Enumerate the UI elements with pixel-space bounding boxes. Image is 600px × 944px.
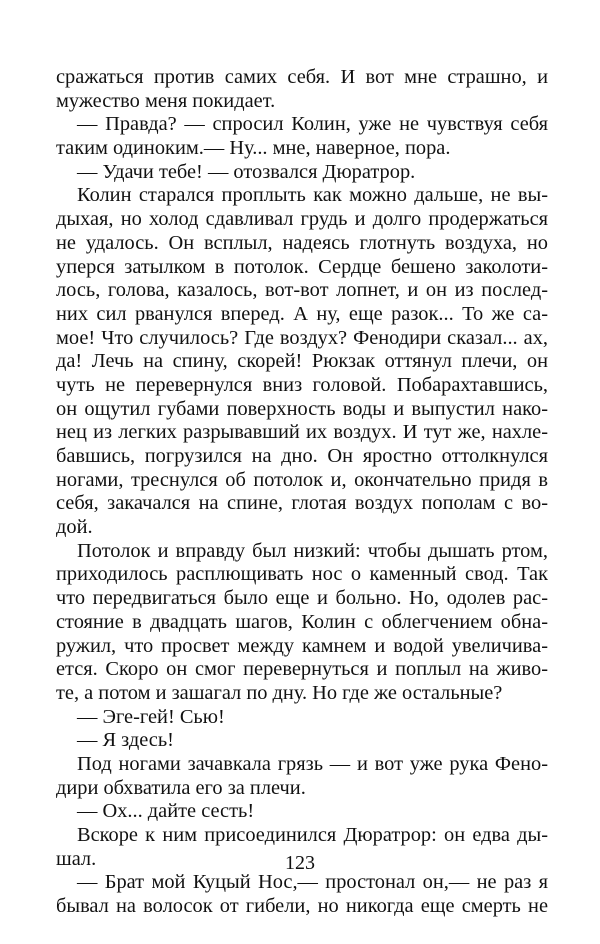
text-line: что передвигаться было еще и больно. Но, одолев рас- bbox=[56, 587, 548, 610]
text-line: бавшись, погрузился на дно. Он яростно оттолкнулся bbox=[56, 445, 548, 467]
text-line: дыхая, но холод сдавливал грудь и долго продержаться bbox=[56, 208, 548, 231]
text-line: приходилось расплющивать нос о каменный свод. Так bbox=[56, 563, 548, 586]
text-line: мое! Что случилось? Где воздух? Фенодири сказал... ах, bbox=[56, 326, 548, 349]
text-line: Колин старался проплыть как можно дальше, не вы- bbox=[77, 184, 548, 207]
text-line: — Ох... дайте сесть! bbox=[77, 800, 255, 823]
text-line: дири обхватила его за плечи. bbox=[56, 776, 306, 799]
text-line: ружил, что просвет между камнем и водой увеличива- bbox=[56, 634, 548, 657]
text-line: уперся затылком в потолок. Сердце бешено заколоти- bbox=[56, 255, 548, 278]
page-number: 123 bbox=[285, 852, 315, 874]
text-line: Потолок и вправду был низкий: чтобы дышать ртом, bbox=[77, 539, 548, 562]
text-line: — Удачи тебе! — отозвался Дюратрор. bbox=[77, 160, 416, 183]
text-line: сражаться против самих себя. И вот мне страшно, и bbox=[56, 66, 548, 88]
text-line: — Правда? — спросил Колин, уже не чувствуя себя bbox=[77, 113, 548, 136]
text-line: Вскоре к ним присоединился Дюратрор: он едва ды- bbox=[77, 824, 548, 846]
text-line: не удалось. Он всплыл, надеясь глотнуть воздуха, но bbox=[56, 231, 548, 254]
text-line: них сил рванулся вперед. А ну, еще разок... То же са- bbox=[56, 302, 548, 325]
text-line: чуть не перевернулся вниз головой. Побарахтавшись, bbox=[56, 373, 548, 396]
text-line: — Эге-гей! Сью! bbox=[77, 705, 225, 728]
text-line: нец из легких разрывавший их воздух. И тут же, нахле- bbox=[56, 421, 548, 444]
text-line: шал. bbox=[56, 847, 97, 870]
text-line: себя, закачался на спине, глотая воздух пополам с во- bbox=[56, 492, 548, 515]
text-line: он ощутил губами поверхность воды и выпустил нако- bbox=[56, 397, 548, 420]
text-line: — Брат мой Куцый Нос,— простонал он,— не раз я bbox=[77, 871, 548, 894]
text-line: стояние в двадцать шагов, Колин с облегчением обна- bbox=[56, 610, 548, 633]
text-line: да! Лечь на спину, скорей! Рюкзак оттянул плечи, он bbox=[56, 350, 548, 373]
text-line: ется. Скоро он смог перевернуться и поплыл на живо- bbox=[56, 658, 548, 681]
text-line: Под ногами зачавкала грязь — и вот уже рука Фено- bbox=[77, 752, 548, 775]
text-line: — Я здесь! bbox=[77, 729, 174, 752]
text-line: дой. bbox=[56, 516, 93, 539]
text-line: те, а потом и зашагал по дну. Но где же остальные? bbox=[56, 681, 503, 704]
text-line: ногами, треснулся об потолок и, окончательно придя в bbox=[56, 468, 548, 491]
text-line: мужество меня покидает. bbox=[56, 89, 276, 112]
text-line: бывал на волосок от гибели, но никогда еще смерть не bbox=[56, 895, 548, 918]
body-text bbox=[56, 66, 548, 919]
text-line: таким одиноким.— Ну... мне, наверное, пора. bbox=[56, 137, 451, 160]
text-line: лось, голова, казалось, вот-вот лопнет, и он из послед- bbox=[56, 279, 548, 302]
